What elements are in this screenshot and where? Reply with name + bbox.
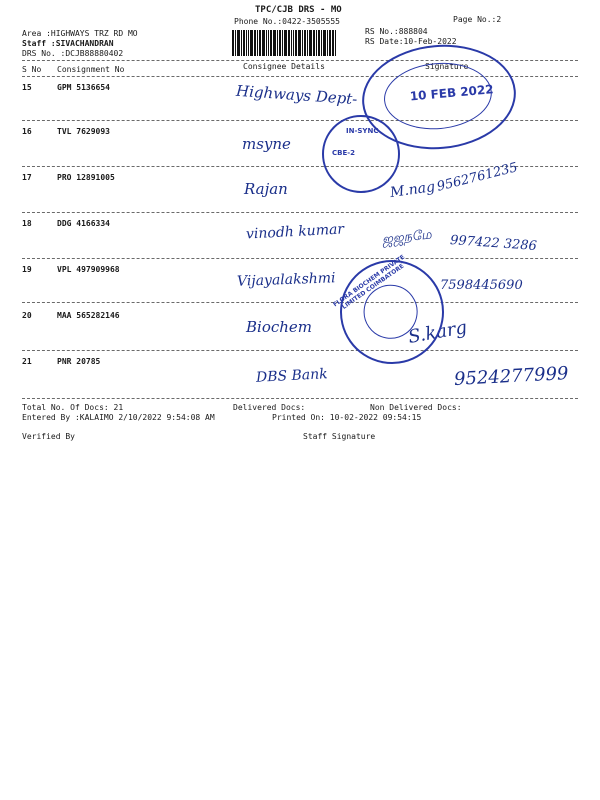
staff-signature: Staff Signature (303, 432, 376, 441)
area-field: Area :HIGHWAYS TRZ RD MO (22, 29, 138, 38)
rs-date: RS Date:10-Feb-2022 (365, 37, 457, 46)
row-divider (22, 302, 578, 303)
company-stamp-text: FLORA BIOCHEM PRIVATE LIMITED COIMBATORE (332, 253, 407, 311)
row-signature-mark: ஜஜநமே (381, 227, 433, 248)
row-sno: 21 (22, 357, 32, 366)
column-consignee: Consignee Details (243, 62, 325, 71)
row-phone: 9524277999 (453, 363, 570, 390)
row-signature: S.karg (406, 317, 469, 348)
column-sno: S No (22, 65, 42, 74)
column-consignment: Consignment No (57, 65, 125, 74)
row-consignee: vinodh kumar (245, 221, 345, 243)
phone-number: Phone No.:0422-3505555 (234, 17, 340, 26)
row-signature: M.nag (389, 178, 437, 202)
delivered-docs: Delivered Docs: (233, 403, 306, 412)
rs-number: RS No.:888804 (365, 27, 428, 36)
row-consignment: PNR 20785 (57, 357, 101, 366)
row-consignment: VPL 497909968 (57, 265, 120, 274)
non-delivered-docs: Non Delivered Docs: (370, 403, 462, 412)
row-sno: 20 (22, 311, 32, 320)
column-signature: Signature (425, 62, 469, 71)
row-consignee: Highways Dept- (235, 81, 358, 109)
in-sync-stamp: IN-SYNC CBE-2 (322, 115, 400, 193)
row-consignee: Biochem (246, 318, 313, 336)
row-divider (22, 398, 578, 399)
total-docs: Total No. Of Docs: 21 (22, 403, 124, 412)
row-sno: 15 (22, 83, 32, 92)
row-phone: 9562761235 (435, 160, 520, 195)
staff-field: Staff :SIVACHANDRAN (22, 39, 114, 48)
row-consignment: PRO 12891005 (57, 173, 115, 182)
row-consignment: DDG 4166334 (57, 219, 110, 228)
row-consignment: MAA 565282146 (57, 311, 120, 320)
entered-by: Entered By :KALAIMO 2/10/2022 9:54:08 AM (22, 413, 215, 422)
row-consignment: TVL 7629093 (57, 127, 110, 136)
row-sno: 18 (22, 219, 32, 228)
row-phone: 997422 3286 (449, 232, 538, 255)
row-divider (22, 350, 578, 351)
barcode-icon (232, 30, 350, 56)
row-consignee: msyne (242, 135, 291, 153)
row-consignee: Rajan (244, 180, 288, 198)
row-consignee: DBS Bank (255, 366, 329, 386)
page-number: Page No.:2 (453, 15, 502, 24)
row-divider (22, 258, 578, 259)
verified-by: Verified By (22, 432, 75, 441)
document-title: TPC/CJB DRS - MO (255, 5, 342, 15)
row-sno: 19 (22, 265, 32, 274)
row-sno: 16 (22, 127, 32, 136)
row-phone: 7598445690 (440, 278, 523, 293)
row-divider (22, 212, 578, 213)
stamp-date: 10 FEB 2022 (409, 82, 495, 104)
company-stamp (320, 240, 465, 385)
row-consignment: GPM 5136654 (57, 83, 110, 92)
printed-on: Printed On: 10-02-2022 09:54:15 (272, 413, 422, 422)
row-sno: 17 (22, 173, 32, 182)
row-consignee: Vijayalakshmi (236, 270, 336, 290)
drs-number: DRS No. :DCJB88880402 (22, 49, 124, 58)
